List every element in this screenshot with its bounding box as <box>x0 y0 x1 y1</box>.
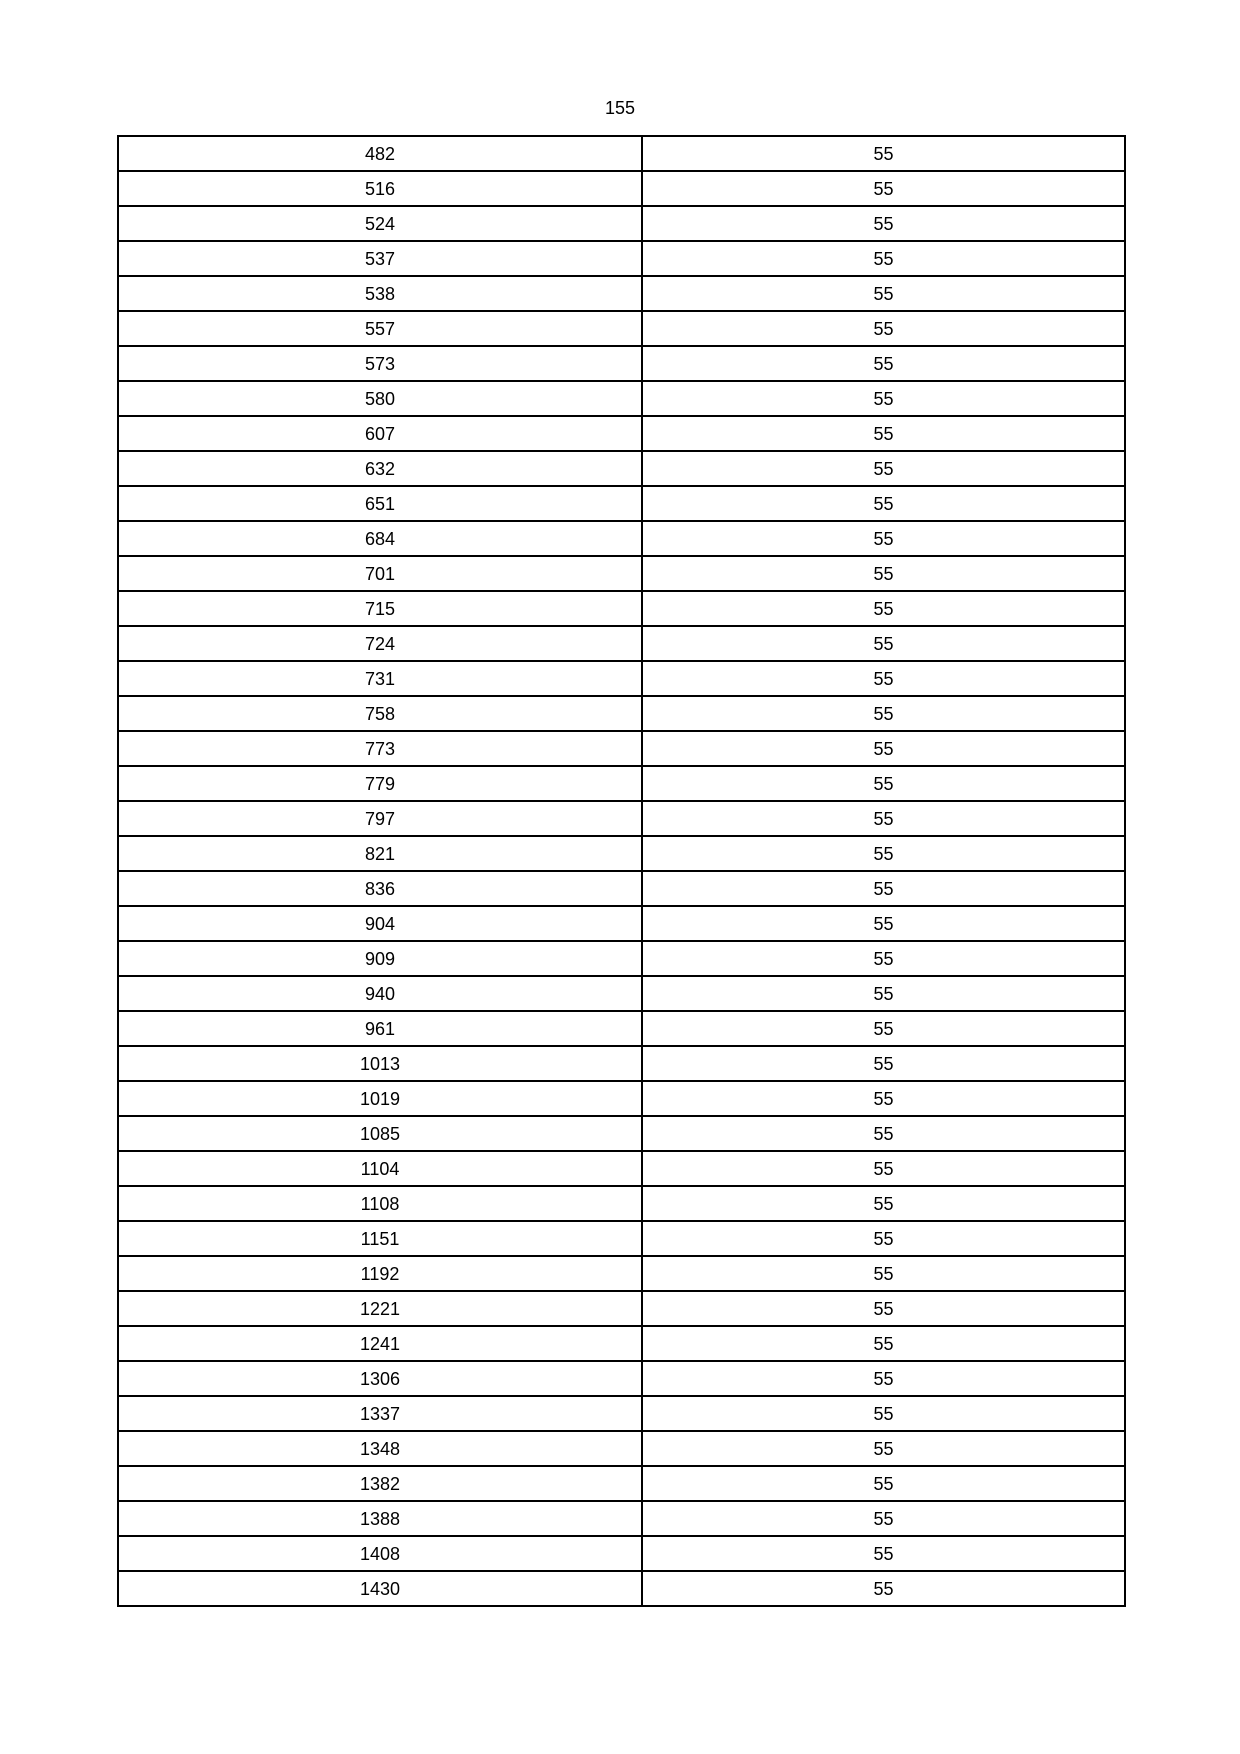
table-row <box>118 906 1125 941</box>
table-cell-value: 55 <box>642 346 1125 381</box>
table-row <box>118 976 1125 1011</box>
table-cell-value: 55 <box>642 1116 1125 1151</box>
table-cell-id: 538 <box>118 276 642 311</box>
table-cell-id: 1019 <box>118 1081 642 1116</box>
table-cell-id: 724 <box>118 626 642 661</box>
table-cell-value: 55 <box>642 171 1125 206</box>
table-cell-value: 55 <box>642 766 1125 801</box>
table-cell-value: 55 <box>642 626 1125 661</box>
table-cell-id: 836 <box>118 871 642 906</box>
table-row <box>118 346 1125 381</box>
table-row <box>118 661 1125 696</box>
table-cell-id: 632 <box>118 451 642 486</box>
table-row <box>118 451 1125 486</box>
table-row <box>118 1116 1125 1151</box>
table-row <box>118 521 1125 556</box>
table-row <box>118 1466 1125 1501</box>
table-cell-value: 55 <box>642 1571 1125 1606</box>
table-cell-id: 1306 <box>118 1361 642 1396</box>
table-cell-value: 55 <box>642 556 1125 591</box>
table-cell-value: 55 <box>642 1186 1125 1221</box>
table-cell-value: 55 <box>642 1046 1125 1081</box>
table-cell-value: 55 <box>642 1256 1125 1291</box>
table-row <box>118 276 1125 311</box>
table-cell-id: 1221 <box>118 1291 642 1326</box>
table-row <box>118 766 1125 801</box>
table-cell-id: 1104 <box>118 1151 642 1186</box>
table-cell-value: 55 <box>642 731 1125 766</box>
table-cell-id: 773 <box>118 731 642 766</box>
data-table <box>117 135 1126 1607</box>
table-cell-value: 55 <box>642 1151 1125 1186</box>
table-cell-value: 55 <box>642 1291 1125 1326</box>
table-row <box>118 486 1125 521</box>
table-cell-id: 1108 <box>118 1186 642 1221</box>
table-cell-id: 524 <box>118 206 642 241</box>
table-cell-value: 55 <box>642 976 1125 1011</box>
table-cell-id: 1085 <box>118 1116 642 1151</box>
table-row <box>118 206 1125 241</box>
table-cell-value: 55 <box>642 1326 1125 1361</box>
table-row <box>118 1396 1125 1431</box>
table-cell-id: 758 <box>118 696 642 731</box>
table-cell-id: 607 <box>118 416 642 451</box>
table-cell-id: 1382 <box>118 1466 642 1501</box>
table-cell-id: 1388 <box>118 1501 642 1536</box>
table-cell-value: 55 <box>642 486 1125 521</box>
table-row <box>118 136 1125 171</box>
table-cell-id: 516 <box>118 171 642 206</box>
table-row <box>118 241 1125 276</box>
table-row <box>118 1536 1125 1571</box>
table-cell-value: 55 <box>642 1011 1125 1046</box>
table-row <box>118 1011 1125 1046</box>
table-cell-id: 731 <box>118 661 642 696</box>
table-cell-value: 55 <box>642 521 1125 556</box>
table-cell-value: 55 <box>642 416 1125 451</box>
table-row <box>118 1326 1125 1361</box>
table-cell-id: 701 <box>118 556 642 591</box>
table-cell-value: 55 <box>642 591 1125 626</box>
table-cell-id: 1192 <box>118 1256 642 1291</box>
table-row <box>118 1501 1125 1536</box>
table-row <box>118 941 1125 976</box>
table-cell-value: 55 <box>642 801 1125 836</box>
table-cell-id: 1013 <box>118 1046 642 1081</box>
table-row <box>118 1221 1125 1256</box>
table-body <box>118 136 1125 1606</box>
table-cell-value: 55 <box>642 451 1125 486</box>
table-cell-id: 1151 <box>118 1221 642 1256</box>
table-cell-value: 55 <box>642 836 1125 871</box>
table-cell-id: 1337 <box>118 1396 642 1431</box>
table-row <box>118 871 1125 906</box>
table-row <box>118 1081 1125 1116</box>
table-row <box>118 1186 1125 1221</box>
table-cell-id: 715 <box>118 591 642 626</box>
table-cell-value: 55 <box>642 206 1125 241</box>
table-cell-value: 55 <box>642 136 1125 171</box>
table-cell-id: 909 <box>118 941 642 976</box>
table-cell-id: 904 <box>118 906 642 941</box>
table-cell-value: 55 <box>642 381 1125 416</box>
table-cell-value: 55 <box>642 871 1125 906</box>
table-cell-id: 961 <box>118 1011 642 1046</box>
table-row <box>118 1291 1125 1326</box>
table-cell-id: 940 <box>118 976 642 1011</box>
table-row <box>118 1151 1125 1186</box>
table-cell-value: 55 <box>642 1081 1125 1116</box>
table-cell-value: 55 <box>642 241 1125 276</box>
table-cell-value: 55 <box>642 906 1125 941</box>
table-cell-id: 557 <box>118 311 642 346</box>
table-row <box>118 1361 1125 1396</box>
table-cell-value: 55 <box>642 696 1125 731</box>
table-cell-id: 1348 <box>118 1431 642 1466</box>
table-cell-value: 55 <box>642 1361 1125 1396</box>
table-row <box>118 731 1125 766</box>
table-row <box>118 416 1125 451</box>
table-cell-id: 573 <box>118 346 642 381</box>
table-cell-id: 779 <box>118 766 642 801</box>
table-row <box>118 381 1125 416</box>
table-cell-value: 55 <box>642 1466 1125 1501</box>
table-row <box>118 171 1125 206</box>
table-row <box>118 801 1125 836</box>
table-row <box>118 1256 1125 1291</box>
table-cell-id: 580 <box>118 381 642 416</box>
table-cell-id: 651 <box>118 486 642 521</box>
table-row <box>118 1046 1125 1081</box>
table-cell-id: 1241 <box>118 1326 642 1361</box>
table-cell-id: 797 <box>118 801 642 836</box>
table-row <box>118 1431 1125 1466</box>
table-cell-id: 1430 <box>118 1571 642 1606</box>
page-number: 155 <box>604 98 636 118</box>
table-cell-value: 55 <box>642 276 1125 311</box>
table-row <box>118 836 1125 871</box>
table-cell-value: 55 <box>642 941 1125 976</box>
table-cell-value: 55 <box>642 1536 1125 1571</box>
table-cell-value: 55 <box>642 1221 1125 1256</box>
table-row <box>118 696 1125 731</box>
table-cell-value: 55 <box>642 311 1125 346</box>
table-cell-id: 482 <box>118 136 642 171</box>
table-cell-value: 55 <box>642 1501 1125 1536</box>
table-row <box>118 1571 1125 1606</box>
table-row <box>118 591 1125 626</box>
table-cell-value: 55 <box>642 1396 1125 1431</box>
table-cell-id: 684 <box>118 521 642 556</box>
table-cell-id: 821 <box>118 836 642 871</box>
table-row <box>118 626 1125 661</box>
table-row <box>118 556 1125 591</box>
table-cell-id: 1408 <box>118 1536 642 1571</box>
table-cell-value: 55 <box>642 1431 1125 1466</box>
table-cell-id: 537 <box>118 241 642 276</box>
table-row <box>118 311 1125 346</box>
table-cell-value: 55 <box>642 661 1125 696</box>
